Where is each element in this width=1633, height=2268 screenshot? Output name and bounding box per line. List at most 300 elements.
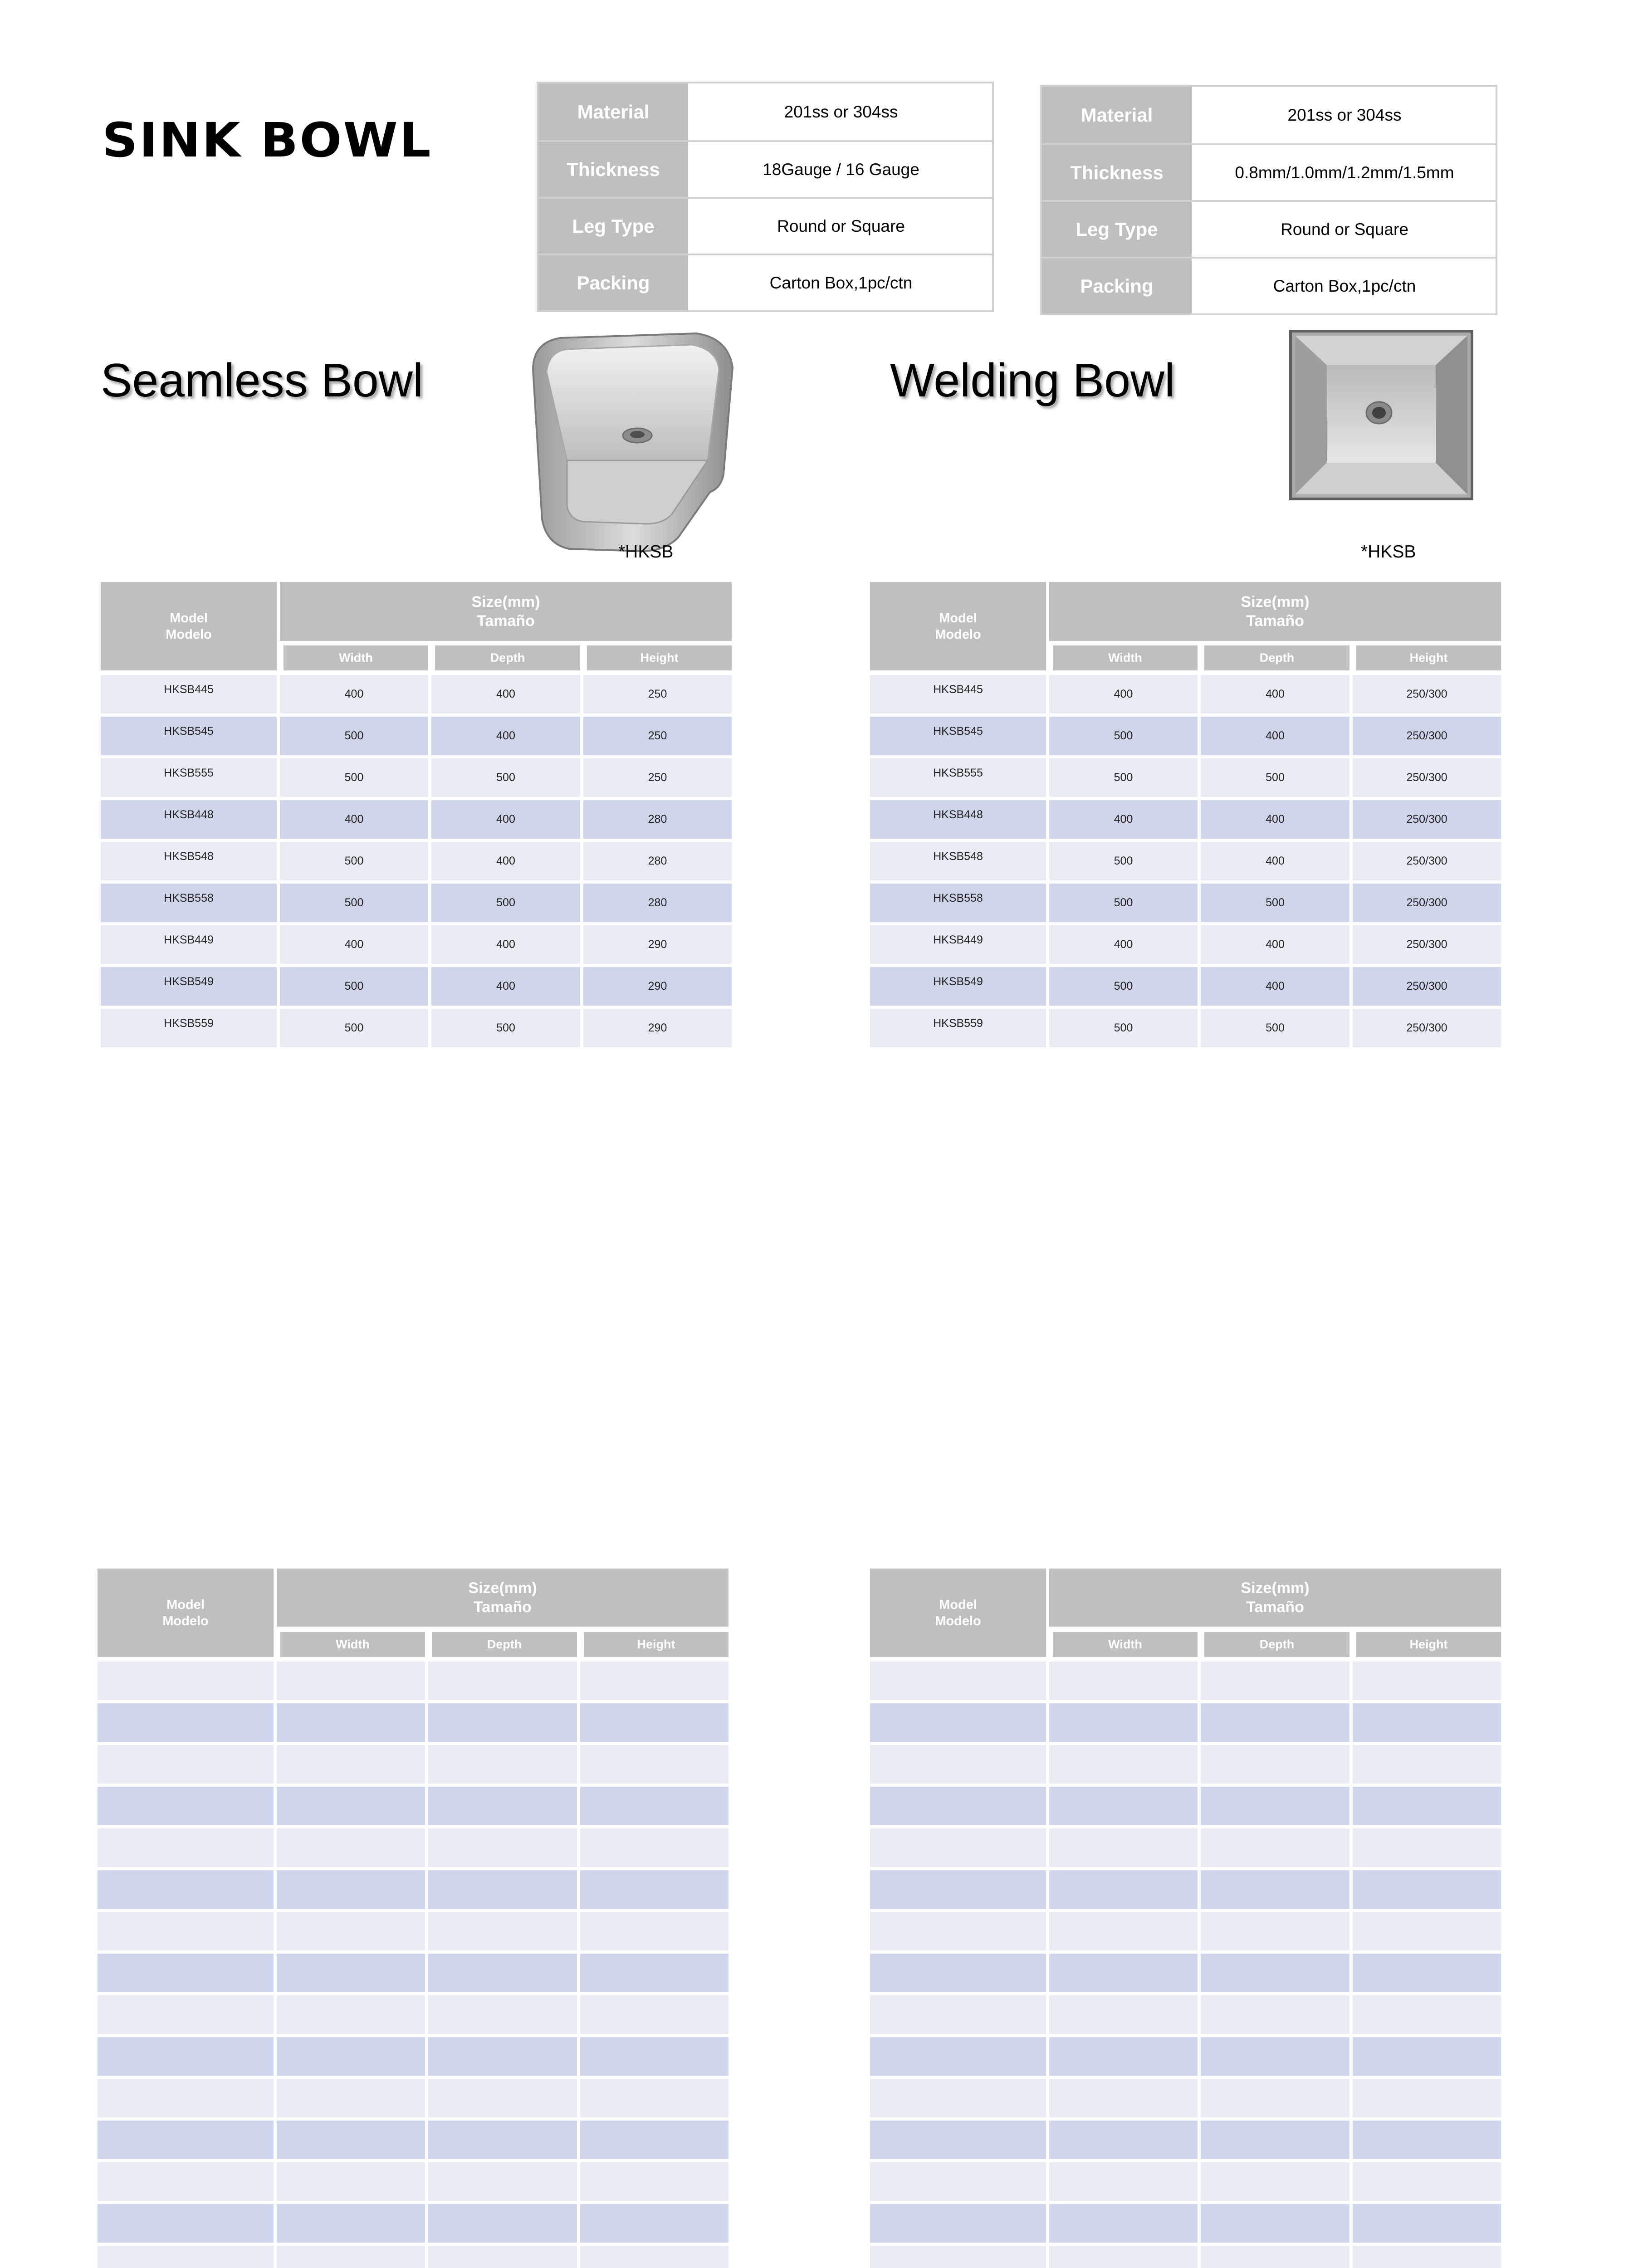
- depth-cell: 500: [431, 758, 580, 797]
- table-row: [870, 1912, 1501, 1950]
- depth-cell: 500: [1201, 758, 1349, 797]
- size-label: Size(mm): [1241, 1579, 1310, 1597]
- width-cell: [1049, 2204, 1198, 2243]
- height-cell: 250: [583, 758, 732, 797]
- size-label-es: Tamaño: [1246, 1598, 1304, 1616]
- depth-cell: [428, 1828, 577, 1867]
- seamless-caption: *HKSB: [618, 542, 674, 562]
- size-header: [280, 582, 732, 641]
- height-cell: 250/300: [1353, 925, 1501, 964]
- width-cell: 400: [280, 925, 428, 964]
- width-header: Width: [284, 645, 428, 670]
- spec-label: Material: [1042, 87, 1192, 143]
- width-cell: 500: [280, 758, 428, 797]
- table-row: [870, 842, 1501, 880]
- blank-size-table-left: [98, 1569, 728, 2268]
- height-cell: 250: [583, 717, 732, 755]
- size-header: [1049, 582, 1501, 641]
- height-cell: 250/300: [1353, 717, 1501, 755]
- model-cell: [98, 1870, 274, 1909]
- table-row: [101, 925, 732, 964]
- width-cell: [277, 1662, 425, 1700]
- table-row: [101, 675, 732, 714]
- height-cell: [580, 2246, 728, 2268]
- height-cell: [580, 2162, 728, 2201]
- height-cell: 280: [583, 800, 732, 839]
- spec-value: 18Gauge / 16 Gauge: [763, 160, 919, 179]
- depth-header: Depth: [432, 1632, 577, 1657]
- depth-cell: [1201, 1787, 1349, 1825]
- table-row: [870, 2037, 1501, 2076]
- model-cell: HKSB549: [870, 967, 1046, 1006]
- height-cell: [580, 2121, 728, 2159]
- spec-value: 0.8mm/1.0mm/1.2mm/1.5mm: [1235, 163, 1454, 182]
- page-title: SINK BOWL: [102, 112, 432, 168]
- spec-row-leg-type: [1042, 200, 1496, 257]
- welding-caption: *HKSB: [1361, 542, 1416, 562]
- width-cell: 500: [1049, 884, 1198, 922]
- model-cell: HKSB448: [101, 800, 277, 839]
- width-cell: [277, 1828, 425, 1867]
- model-cell: HKSB545: [870, 717, 1046, 755]
- model-label: Model: [170, 611, 208, 626]
- spec-value: Carton Box,1pc/ctn: [1273, 276, 1416, 295]
- depth-cell: [428, 2079, 577, 2117]
- height-cell: [580, 1662, 728, 1700]
- width-cell: 500: [1049, 842, 1198, 880]
- height-cell: [1353, 1912, 1501, 1950]
- depth-header: Depth: [1204, 645, 1349, 670]
- width-cell: 400: [1049, 800, 1198, 839]
- table-row: [98, 2204, 728, 2243]
- spec-label: Material: [538, 83, 688, 140]
- table-row: [101, 758, 732, 797]
- depth-cell: [1201, 1662, 1349, 1700]
- table-row: [870, 1995, 1501, 2034]
- model-cell: HKSB558: [101, 884, 277, 922]
- table-row: [870, 2204, 1501, 2243]
- width-cell: 500: [280, 884, 428, 922]
- width-cell: [1049, 1912, 1198, 1950]
- spec-value: 201ss or 304ss: [784, 102, 898, 121]
- spec-table-welding: [1040, 85, 1497, 315]
- height-cell: [1353, 1787, 1501, 1825]
- model-cell: [870, 1870, 1046, 1909]
- width-cell: [1049, 1954, 1198, 1992]
- table-row: [98, 1745, 728, 1784]
- model-cell: [870, 1745, 1046, 1784]
- height-cell: [580, 2079, 728, 2117]
- height-cell: [1353, 1662, 1501, 1700]
- table-row: [101, 884, 732, 922]
- table-row: [870, 1662, 1501, 1700]
- model-label-es: Modelo: [935, 627, 981, 642]
- model-cell: HKSB548: [870, 842, 1046, 880]
- depth-cell: 400: [431, 967, 580, 1006]
- depth-cell: [428, 2037, 577, 2076]
- model-header: [870, 1569, 1046, 1657]
- height-cell: 290: [583, 967, 732, 1006]
- depth-cell: 400: [1201, 842, 1349, 880]
- height-cell: [1353, 2121, 1501, 2159]
- model-cell: [98, 1828, 274, 1867]
- table-row: [870, 1787, 1501, 1825]
- height-cell: [580, 1703, 728, 1742]
- depth-cell: [1201, 2037, 1349, 2076]
- table-row: [98, 2121, 728, 2159]
- table-row: [98, 2246, 728, 2268]
- table-row: [98, 2079, 728, 2117]
- size-label: Size(mm): [471, 593, 540, 611]
- depth-cell: 400: [1201, 925, 1349, 964]
- height-cell: 290: [583, 1009, 732, 1047]
- width-cell: [277, 2121, 425, 2159]
- table-row: [870, 758, 1501, 797]
- height-cell: 250/300: [1353, 758, 1501, 797]
- table-row: [98, 2037, 728, 2076]
- model-cell: [870, 1995, 1046, 2034]
- depth-cell: [428, 1703, 577, 1742]
- table-row: [870, 884, 1501, 922]
- height-cell: 250/300: [1353, 884, 1501, 922]
- depth-cell: [428, 2204, 577, 2243]
- width-cell: [277, 1703, 425, 1742]
- depth-cell: [428, 1912, 577, 1950]
- table-row: [870, 1745, 1501, 1784]
- model-cell: HKSB445: [101, 675, 277, 714]
- model-cell: [870, 2204, 1046, 2243]
- height-header: Height: [584, 1632, 728, 1657]
- depth-cell: [1201, 1995, 1349, 2034]
- size-header: [277, 1569, 728, 1627]
- spec-label: Thickness: [1042, 145, 1192, 200]
- height-cell: [580, 1954, 728, 1992]
- width-cell: [1049, 2079, 1198, 2117]
- width-cell: 400: [1049, 675, 1198, 714]
- model-cell: [870, 1912, 1046, 1950]
- model-cell: [870, 1662, 1046, 1700]
- width-cell: 500: [1049, 967, 1198, 1006]
- depth-cell: 400: [431, 925, 580, 964]
- table-row: [101, 1009, 732, 1047]
- height-cell: [1353, 1703, 1501, 1742]
- model-cell: [870, 1787, 1046, 1825]
- seamless-size-table: [101, 582, 732, 1049]
- depth-cell: [1201, 1828, 1349, 1867]
- model-cell: [870, 2037, 1046, 2076]
- model-cell: [870, 2121, 1046, 2159]
- model-header: [870, 582, 1046, 670]
- size-label-es: Tamaño: [474, 1598, 532, 1616]
- depth-cell: [428, 2246, 577, 2268]
- width-cell: 500: [280, 1009, 428, 1047]
- model-cell: [870, 1828, 1046, 1867]
- spec-label: Leg Type: [1042, 202, 1192, 257]
- seamless-bowl-title: Seamless Bowl: [101, 354, 423, 407]
- table-row: [870, 1954, 1501, 1992]
- height-cell: 250/300: [1353, 842, 1501, 880]
- width-cell: [277, 1954, 425, 1992]
- width-cell: [1049, 1870, 1198, 1909]
- table-row: [101, 717, 732, 755]
- table-row: [870, 925, 1501, 964]
- depth-cell: [1201, 1703, 1349, 1742]
- width-cell: [1049, 1787, 1198, 1825]
- depth-cell: 400: [1201, 967, 1349, 1006]
- depth-cell: 400: [431, 800, 580, 839]
- width-cell: 500: [280, 717, 428, 755]
- model-label-es: Modelo: [166, 627, 212, 642]
- model-cell: [98, 1703, 274, 1742]
- spec-value: Round or Square: [777, 216, 905, 235]
- width-cell: [1049, 2037, 1198, 2076]
- width-cell: 400: [1049, 925, 1198, 964]
- depth-cell: [1201, 1954, 1349, 1992]
- table-row: [98, 1870, 728, 1909]
- model-cell: [870, 1954, 1046, 1992]
- table-row: [870, 675, 1501, 714]
- width-cell: [277, 2162, 425, 2201]
- model-cell: [870, 2079, 1046, 2117]
- table-row: [870, 1870, 1501, 1909]
- width-cell: [277, 1787, 425, 1825]
- width-cell: 400: [280, 800, 428, 839]
- depth-cell: [1201, 1745, 1349, 1784]
- table-row: [870, 2162, 1501, 2201]
- spec-row-leg-type: [538, 197, 992, 254]
- model-cell: HKSB449: [870, 925, 1046, 964]
- height-cell: [580, 1745, 728, 1784]
- height-cell: [1353, 2079, 1501, 2117]
- width-cell: [1049, 1828, 1198, 1867]
- spec-row-material: [538, 83, 992, 140]
- depth-cell: [1201, 2121, 1349, 2159]
- height-cell: [1353, 1828, 1501, 1867]
- spec-row-material: [1042, 87, 1496, 143]
- height-cell: 250/300: [1353, 675, 1501, 714]
- depth-cell: [428, 1662, 577, 1700]
- model-cell: [98, 2246, 274, 2268]
- depth-cell: 500: [431, 1009, 580, 1047]
- depth-cell: 500: [1201, 884, 1349, 922]
- spec-label: Packing: [538, 255, 688, 310]
- table-row: [101, 800, 732, 839]
- model-cell: [98, 1745, 274, 1784]
- size-label: Size(mm): [468, 1579, 537, 1597]
- width-cell: [1049, 1995, 1198, 2034]
- depth-cell: [428, 1745, 577, 1784]
- depth-header: Depth: [435, 645, 580, 670]
- model-label-es: Modelo: [935, 1613, 981, 1628]
- width-cell: [1049, 2121, 1198, 2159]
- model-cell: [870, 2162, 1046, 2201]
- height-cell: 250: [583, 675, 732, 714]
- model-cell: HKSB549: [101, 967, 277, 1006]
- depth-cell: [1201, 2246, 1349, 2268]
- width-cell: [277, 2079, 425, 2117]
- model-cell: [98, 1954, 274, 1992]
- welding-size-table: [870, 582, 1501, 1049]
- height-cell: [1353, 1954, 1501, 1992]
- table-row: [870, 967, 1501, 1006]
- spec-row-packing: [1042, 257, 1496, 313]
- model-cell: HKSB555: [101, 758, 277, 797]
- width-cell: [1049, 1745, 1198, 1784]
- depth-cell: [1201, 2204, 1349, 2243]
- model-cell: HKSB558: [870, 884, 1046, 922]
- width-cell: 500: [1049, 758, 1198, 797]
- spec-value: Carton Box,1pc/ctn: [769, 273, 913, 292]
- depth-cell: 400: [1201, 800, 1349, 839]
- height-cell: [1353, 1745, 1501, 1784]
- height-cell: 290: [583, 925, 732, 964]
- height-cell: 250/300: [1353, 1009, 1501, 1047]
- width-header: Width: [280, 1632, 425, 1657]
- table-row: [98, 1787, 728, 1825]
- table-row: [101, 842, 732, 880]
- height-cell: [580, 2204, 728, 2243]
- width-cell: [1049, 2246, 1198, 2268]
- depth-cell: [1201, 2079, 1349, 2117]
- welding-bowl-title: Welding Bowl: [890, 354, 1175, 407]
- table-row: [98, 1703, 728, 1742]
- table-row: [101, 967, 732, 1006]
- height-cell: [580, 1870, 728, 1909]
- model-cell: [870, 1703, 1046, 1742]
- width-cell: [277, 1870, 425, 1909]
- width-cell: 500: [1049, 1009, 1198, 1047]
- height-cell: [580, 1787, 728, 1825]
- spec-table-seamless: [537, 82, 994, 312]
- size-label-es: Tamaño: [477, 612, 535, 630]
- model-cell: HKSB449: [101, 925, 277, 964]
- model-cell: [98, 2037, 274, 2076]
- width-cell: 500: [280, 967, 428, 1006]
- model-cell: [98, 2162, 274, 2201]
- depth-cell: 500: [1201, 1009, 1349, 1047]
- width-cell: [277, 2246, 425, 2268]
- depth-cell: 400: [1201, 717, 1349, 755]
- height-cell: [1353, 2204, 1501, 2243]
- spec-label: Leg Type: [538, 199, 688, 254]
- table-row: [870, 2121, 1501, 2159]
- height-cell: [580, 1995, 728, 2034]
- height-cell: 280: [583, 842, 732, 880]
- height-cell: [580, 2037, 728, 2076]
- model-cell: HKSB445: [870, 675, 1046, 714]
- width-cell: 400: [280, 675, 428, 714]
- height-header: Height: [587, 645, 732, 670]
- model-cell: [870, 2246, 1046, 2268]
- table-row: [870, 1009, 1501, 1047]
- width-cell: [277, 1745, 425, 1784]
- spec-value: 201ss or 304ss: [1287, 105, 1402, 124]
- width-cell: [1049, 1703, 1198, 1742]
- table-row: [870, 800, 1501, 839]
- width-cell: [277, 2204, 425, 2243]
- model-cell: [98, 2079, 274, 2117]
- depth-cell: 400: [431, 675, 580, 714]
- height-cell: [1353, 2246, 1501, 2268]
- model-label-es: Modelo: [162, 1613, 209, 1628]
- spec-row-thickness: [1042, 143, 1496, 200]
- spec-label: Thickness: [538, 142, 688, 197]
- width-cell: [277, 1995, 425, 2034]
- model-header: [101, 582, 277, 670]
- seamless-bowl-image: [515, 324, 742, 560]
- model-cell: HKSB448: [870, 800, 1046, 839]
- depth-cell: 400: [431, 842, 580, 880]
- model-cell: [98, 1995, 274, 2034]
- table-row: [98, 1662, 728, 1700]
- depth-cell: [428, 1954, 577, 1992]
- spec-label: Packing: [1042, 259, 1192, 313]
- height-cell: [1353, 1870, 1501, 1909]
- size-header: [1049, 1569, 1501, 1627]
- model-cell: [98, 1787, 274, 1825]
- model-label: Model: [939, 611, 977, 626]
- model-cell: [98, 2204, 274, 2243]
- depth-cell: 400: [431, 717, 580, 755]
- height-header: Height: [1356, 645, 1501, 670]
- model-cell: HKSB559: [870, 1009, 1046, 1047]
- table-row: [870, 717, 1501, 755]
- width-header: Width: [1053, 645, 1198, 670]
- spec-row-packing: [538, 254, 992, 310]
- table-row: [870, 2079, 1501, 2117]
- size-label: Size(mm): [1241, 593, 1310, 611]
- size-label-es: Tamaño: [1246, 612, 1304, 630]
- model-label: Model: [166, 1597, 205, 1612]
- depth-cell: [428, 1787, 577, 1825]
- height-cell: [580, 1912, 728, 1950]
- depth-cell: 500: [431, 884, 580, 922]
- model-cell: [98, 1912, 274, 1950]
- model-header: [98, 1569, 274, 1657]
- table-row: [870, 1703, 1501, 1742]
- width-cell: 500: [1049, 717, 1198, 755]
- model-cell: HKSB548: [101, 842, 277, 880]
- table-row: [98, 1912, 728, 1950]
- model-cell: HKSB545: [101, 717, 277, 755]
- width-header: Width: [1053, 1632, 1198, 1657]
- model-label: Model: [939, 1597, 977, 1612]
- table-row: [870, 1828, 1501, 1867]
- depth-cell: [1201, 2162, 1349, 2201]
- depth-cell: [428, 2121, 577, 2159]
- depth-cell: 400: [1201, 675, 1349, 714]
- height-cell: 280: [583, 884, 732, 922]
- spec-value: Round or Square: [1281, 220, 1408, 239]
- height-cell: 250/300: [1353, 967, 1501, 1006]
- welding-bowl-image: [1286, 327, 1477, 503]
- spec-row-thickness: [538, 140, 992, 197]
- blank-size-table-right: [870, 1569, 1501, 2268]
- depth-cell: [428, 2162, 577, 2201]
- depth-header: Depth: [1204, 1632, 1349, 1657]
- height-cell: [1353, 1995, 1501, 2034]
- table-row: [98, 1995, 728, 2034]
- model-cell: HKSB555: [870, 758, 1046, 797]
- table-row: [98, 1954, 728, 1992]
- width-cell: 500: [280, 842, 428, 880]
- width-cell: [1049, 2162, 1198, 2201]
- table-row: [98, 2162, 728, 2201]
- width-cell: [277, 1912, 425, 1950]
- height-cell: 250/300: [1353, 800, 1501, 839]
- table-row: [870, 2246, 1501, 2268]
- height-cell: [1353, 2162, 1501, 2201]
